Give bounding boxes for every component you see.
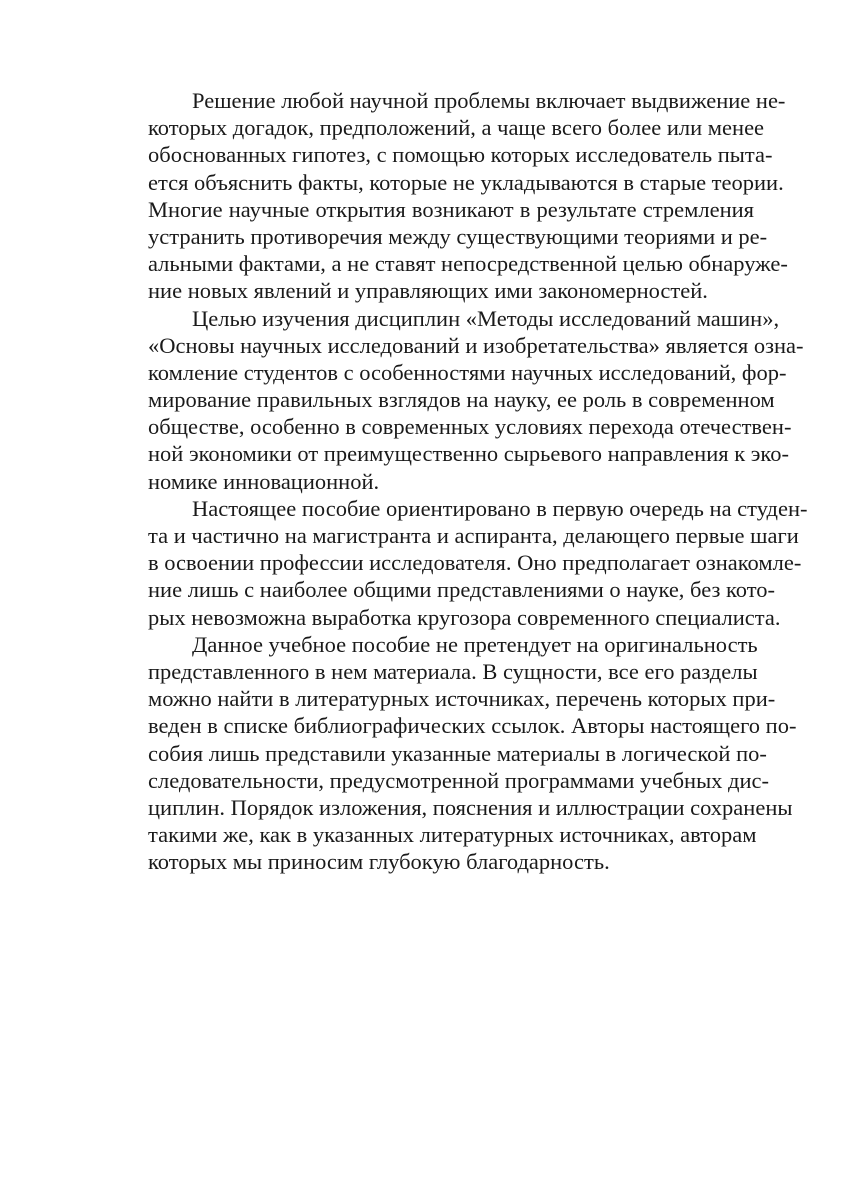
text-line: устранить противоречия между существующими теориями и ре- — [148, 223, 768, 249]
paragraph-2 — [104, 305, 804, 495]
text-line: Настоящее пособие ориентировано в первую очередь на студен- — [192, 495, 808, 521]
text-line: комление студентов с особенностями научных исследований, фор- — [148, 359, 787, 385]
text-line: циплин. Порядок изложения, пояснения и иллюстрации сохранены — [148, 794, 793, 820]
text-line: которых мы приносим глубокую благодарность. — [148, 849, 610, 875]
text-line: та и частично на магистранта и аспиранта, делающего первые шаги — [148, 523, 799, 548]
document-page — [104, 87, 808, 875]
text-line: ние лишь с наиболее общими представлениями о науке, без кото- — [148, 577, 776, 603]
text-line: в освоении профессии исследователя. Оно предполагает ознакомле- — [148, 550, 802, 576]
text-line: следовательности, предусмотренной программами учебных дис- — [148, 767, 770, 793]
text-line: обоснованных гипотез, с помощью которых исследователь пыта- — [148, 142, 773, 168]
text-line: Многие научные открытия возникают в результате стремления — [148, 196, 754, 222]
text-line: мирование правильных взглядов на науку, ее роль в современном — [148, 387, 775, 413]
text-line: такими же, как в указанных литературных источниках, авторам — [148, 822, 757, 848]
text-line: обществе, особенно в современных условиях перехода отечествен- — [148, 414, 792, 440]
text-line: Решение любой научной проблемы включает выдвижение не- — [192, 88, 786, 113]
text-line: ется объяснить факты, которые не укладываются в старые теории. — [148, 169, 784, 195]
text-line: ной экономики от преимущественно сырьевого направления к эко- — [148, 441, 789, 467]
text-line: можно найти в литературных источниках, перечень которых при- — [148, 686, 776, 712]
text-line: номике инновационной. — [148, 468, 380, 494]
paragraph-4 — [104, 631, 797, 876]
text-line: рых невозможна выработка кругозора современного специалиста. — [148, 604, 781, 630]
text-line: альными фактами, а не ставят непосредственной целью обнаруже- — [148, 251, 788, 277]
paragraph-1 — [104, 87, 788, 305]
text-line: представленного в нем материала. В сущности, все его разделы — [148, 658, 758, 684]
text-line: Целью изучения дисциплин «Методы исследований машин», — [192, 305, 780, 331]
text-line: «Основы научных исследований и изобретательства» является озна- — [148, 332, 804, 358]
text-line: которых догадок, предположений, а чаще всего более или менее — [148, 115, 765, 141]
text-line: веден в списке библиографических ссылок. Авторы настоящего по- — [148, 713, 797, 739]
paragraph-3 — [104, 495, 808, 631]
text-line: Данное учебное пособие не претендует на оригинальность — [192, 631, 758, 657]
text-line: собия лишь представили указанные материалы в логической по- — [148, 740, 767, 766]
text-line: ние новых явлений и управляющих ими закономерностей. — [148, 278, 708, 304]
